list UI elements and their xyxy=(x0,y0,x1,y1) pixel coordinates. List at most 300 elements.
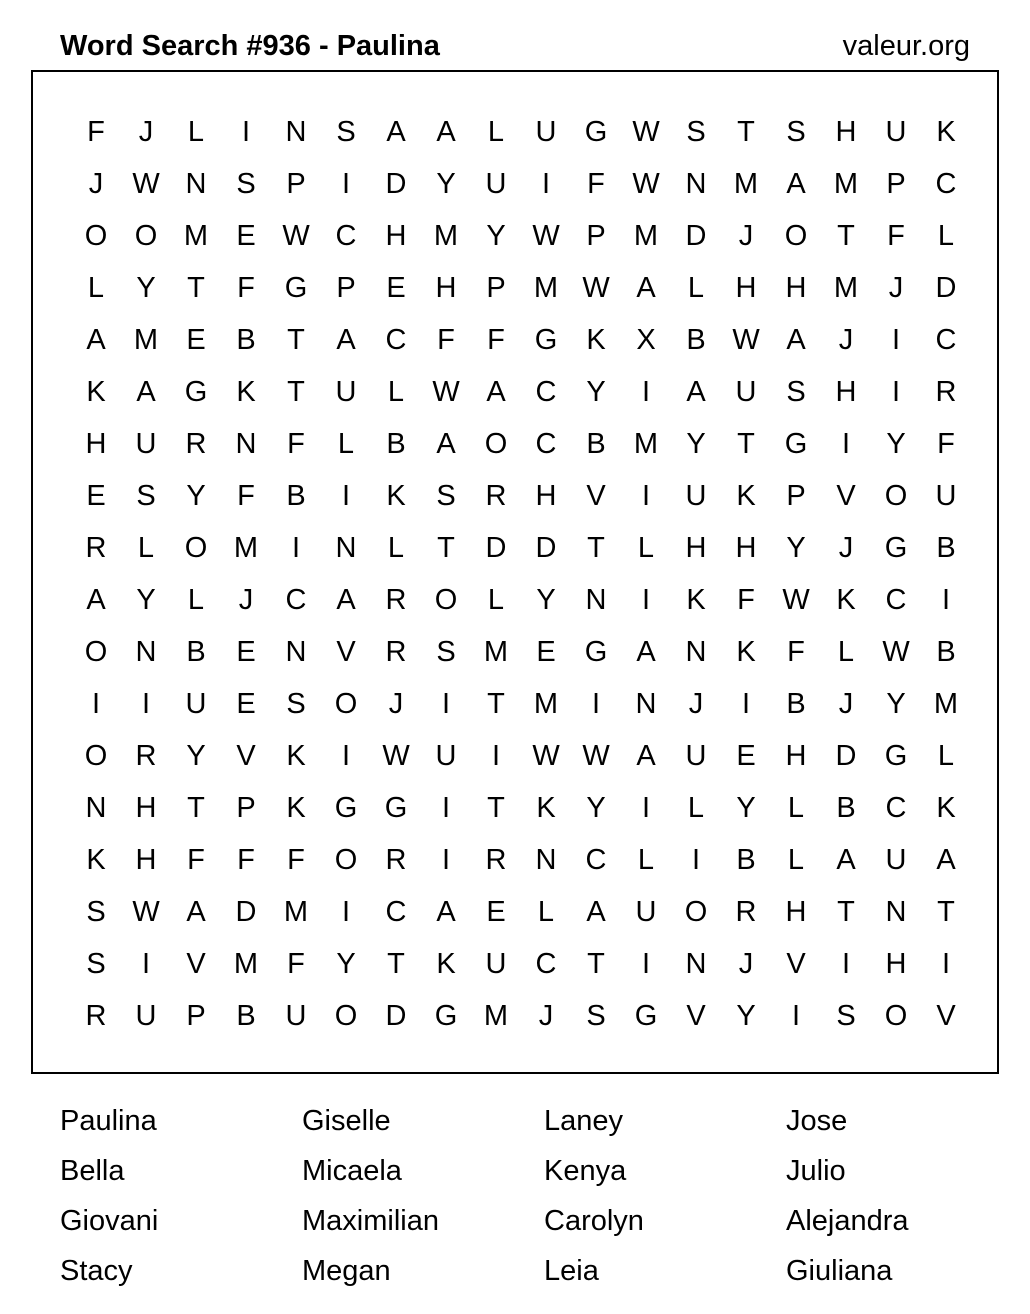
grid-cell[interactable]: Y xyxy=(736,792,756,824)
grid-cell[interactable]: V xyxy=(836,480,856,512)
grid-cell[interactable]: I xyxy=(791,1000,801,1032)
grid-cell[interactable]: M xyxy=(633,220,659,252)
grid-cell[interactable]: G xyxy=(584,636,608,668)
grid-cell[interactable]: I xyxy=(441,792,451,824)
grid-cell[interactable]: U xyxy=(335,376,357,408)
grid-cell[interactable]: G xyxy=(884,740,908,772)
grid-cell[interactable]: V xyxy=(336,636,356,668)
grid-cell[interactable]: A xyxy=(486,376,506,408)
grid-cell[interactable]: L xyxy=(187,116,205,148)
grid-cell[interactable]: A xyxy=(586,896,606,928)
grid-cell[interactable]: T xyxy=(487,688,505,720)
grid-cell[interactable]: H xyxy=(435,272,457,304)
grid-cell[interactable]: W xyxy=(132,896,160,928)
grid-cell[interactable]: V xyxy=(236,740,256,772)
grid-cell[interactable]: I xyxy=(291,532,301,564)
grid-cell[interactable]: F xyxy=(287,428,305,460)
grid-cell[interactable]: J xyxy=(688,688,704,720)
grid-cell[interactable]: W xyxy=(632,116,660,148)
grid-cell[interactable]: A xyxy=(786,168,806,200)
grid-cell[interactable]: I xyxy=(341,168,351,200)
grid-cell[interactable]: A xyxy=(636,636,656,668)
grid-cell[interactable]: I xyxy=(241,116,251,148)
grid-cell[interactable]: M xyxy=(433,220,459,252)
grid-cell[interactable]: T xyxy=(187,272,205,304)
grid-cell[interactable]: E xyxy=(386,272,406,304)
grid-cell[interactable]: I xyxy=(341,896,351,928)
grid-cell[interactable]: X xyxy=(636,324,656,356)
grid-cell[interactable]: L xyxy=(187,584,205,616)
grid-cell[interactable]: L xyxy=(787,844,805,876)
grid-cell[interactable]: N xyxy=(235,428,257,460)
grid-cell[interactable]: I xyxy=(691,844,701,876)
grid-cell[interactable]: F xyxy=(237,272,255,304)
grid-cell[interactable]: O xyxy=(884,480,908,512)
grid-cell[interactable]: T xyxy=(937,896,955,928)
grid-cell[interactable]: A xyxy=(86,324,106,356)
grid-cell[interactable]: D xyxy=(685,220,707,252)
grid-cell[interactable]: W xyxy=(882,636,910,668)
grid-cell[interactable]: I xyxy=(891,376,901,408)
grid-cell[interactable]: U xyxy=(885,116,907,148)
grid-cell[interactable]: J xyxy=(888,272,904,304)
grid-cell[interactable]: I xyxy=(591,688,601,720)
grid-cell[interactable]: F xyxy=(587,168,605,200)
grid-cell[interactable]: S xyxy=(836,1000,856,1032)
grid-cell[interactable]: R xyxy=(935,376,957,408)
grid-cell[interactable]: B xyxy=(236,324,256,356)
grid-cell[interactable]: S xyxy=(436,480,456,512)
grid-cell[interactable]: T xyxy=(587,948,605,980)
grid-cell[interactable]: B xyxy=(936,636,956,668)
grid-cell[interactable]: M xyxy=(233,948,259,980)
grid-cell[interactable]: I xyxy=(141,948,151,980)
grid-cell[interactable]: J xyxy=(838,688,854,720)
grid-cell[interactable]: G xyxy=(184,376,208,408)
grid-cell[interactable]: K xyxy=(836,584,856,616)
grid-cell[interactable]: R xyxy=(185,428,207,460)
grid-cell[interactable]: M xyxy=(483,636,509,668)
grid-cell[interactable]: I xyxy=(841,948,851,980)
grid-cell[interactable]: V xyxy=(786,948,806,980)
grid-cell[interactable]: T xyxy=(287,324,305,356)
grid-cell[interactable]: A xyxy=(636,272,656,304)
grid-cell[interactable]: F xyxy=(437,324,455,356)
grid-cell[interactable]: H xyxy=(735,532,757,564)
grid-cell[interactable]: N xyxy=(285,636,307,668)
grid-cell[interactable]: H xyxy=(785,272,807,304)
grid-cell[interactable]: O xyxy=(684,896,708,928)
grid-cell[interactable]: C xyxy=(385,896,407,928)
grid-cell[interactable]: I xyxy=(341,480,351,512)
grid-cell[interactable]: A xyxy=(786,324,806,356)
grid-cell[interactable]: S xyxy=(136,480,156,512)
grid-cell[interactable]: N xyxy=(85,792,107,824)
grid-cell[interactable]: N xyxy=(685,948,707,980)
grid-cell[interactable]: L xyxy=(487,584,505,616)
grid-cell[interactable]: B xyxy=(236,1000,256,1032)
grid-cell[interactable]: C xyxy=(885,792,907,824)
grid-cell[interactable]: K xyxy=(536,792,556,824)
grid-cell[interactable]: N xyxy=(685,636,707,668)
grid-cell[interactable]: Y xyxy=(786,532,806,564)
grid-cell[interactable]: T xyxy=(287,376,305,408)
grid-cell[interactable]: I xyxy=(841,428,851,460)
grid-cell[interactable]: J xyxy=(388,688,404,720)
grid-cell[interactable]: I xyxy=(641,792,651,824)
grid-cell[interactable]: F xyxy=(787,636,805,668)
grid-cell[interactable]: B xyxy=(286,480,306,512)
grid-cell[interactable]: M xyxy=(133,324,159,356)
grid-cell[interactable]: D xyxy=(385,168,407,200)
grid-cell[interactable]: L xyxy=(637,844,655,876)
grid-cell[interactable]: V xyxy=(936,1000,956,1032)
grid-cell[interactable]: S xyxy=(286,688,306,720)
grid-cell[interactable]: S xyxy=(86,948,106,980)
grid-cell[interactable]: S xyxy=(686,116,706,148)
grid-cell[interactable]: W xyxy=(132,168,160,200)
grid-cell[interactable]: V xyxy=(586,480,606,512)
grid-cell[interactable]: H xyxy=(735,272,757,304)
grid-cell[interactable]: E xyxy=(186,324,206,356)
grid-cell[interactable]: A xyxy=(186,896,206,928)
grid-cell[interactable]: E xyxy=(236,220,256,252)
grid-cell[interactable]: N xyxy=(285,116,307,148)
grid-cell[interactable]: A xyxy=(136,376,156,408)
grid-cell[interactable]: K xyxy=(686,584,706,616)
grid-cell[interactable]: I xyxy=(91,688,101,720)
grid-cell[interactable]: L xyxy=(387,376,405,408)
grid-cell[interactable]: L xyxy=(937,740,955,772)
grid-cell[interactable]: G xyxy=(634,1000,658,1032)
grid-cell[interactable]: L xyxy=(937,220,955,252)
grid-cell[interactable]: Y xyxy=(586,792,606,824)
grid-cell[interactable]: A xyxy=(86,584,106,616)
grid-cell[interactable]: F xyxy=(187,844,205,876)
grid-cell[interactable]: F xyxy=(937,428,955,460)
grid-cell[interactable]: H xyxy=(885,948,907,980)
grid-cell[interactable]: E xyxy=(236,636,256,668)
grid-cell[interactable]: J xyxy=(538,1000,554,1032)
grid-cell[interactable]: R xyxy=(135,740,157,772)
grid-cell[interactable]: I xyxy=(641,948,651,980)
grid-cell[interactable]: Y xyxy=(136,272,156,304)
grid-cell[interactable]: G xyxy=(284,272,308,304)
grid-cell[interactable]: O xyxy=(434,584,458,616)
grid-cell[interactable]: Y xyxy=(336,948,356,980)
grid-cell[interactable]: L xyxy=(787,792,805,824)
grid-cell[interactable]: T xyxy=(387,948,405,980)
grid-cell[interactable]: B xyxy=(836,792,856,824)
grid-cell[interactable]: H xyxy=(785,896,807,928)
grid-cell[interactable]: M xyxy=(933,688,959,720)
grid-cell[interactable]: J xyxy=(138,116,154,148)
grid-cell[interactable]: U xyxy=(485,948,507,980)
grid-cell[interactable]: M xyxy=(733,168,759,200)
grid-cell[interactable]: P xyxy=(336,272,356,304)
grid-cell[interactable]: A xyxy=(336,584,356,616)
grid-cell[interactable]: H xyxy=(685,532,707,564)
grid-cell[interactable]: B xyxy=(186,636,206,668)
grid-cell[interactable]: N xyxy=(535,844,557,876)
grid-cell[interactable]: M xyxy=(533,688,559,720)
grid-cell[interactable]: F xyxy=(737,584,755,616)
grid-cell[interactable]: B xyxy=(786,688,806,720)
grid-cell[interactable]: W xyxy=(532,740,560,772)
grid-cell[interactable]: A xyxy=(636,740,656,772)
grid-cell[interactable]: C xyxy=(535,428,557,460)
grid-cell[interactable]: K xyxy=(286,740,306,772)
grid-cell[interactable]: R xyxy=(85,1000,107,1032)
grid-cell[interactable]: R xyxy=(85,532,107,564)
grid-cell[interactable]: H xyxy=(135,844,157,876)
grid-cell[interactable]: O xyxy=(84,220,108,252)
grid-cell[interactable]: B xyxy=(586,428,606,460)
grid-cell[interactable]: C xyxy=(385,324,407,356)
grid-cell[interactable]: K xyxy=(936,116,956,148)
grid-cell[interactable]: W xyxy=(632,168,660,200)
grid-cell[interactable]: K xyxy=(936,792,956,824)
grid-cell[interactable]: L xyxy=(687,792,705,824)
grid-cell[interactable]: I xyxy=(541,168,551,200)
grid-cell[interactable]: I xyxy=(741,688,751,720)
grid-cell[interactable]: T xyxy=(837,896,855,928)
grid-cell[interactable]: N xyxy=(885,896,907,928)
grid-cell[interactable]: P xyxy=(236,792,256,824)
grid-cell[interactable]: N xyxy=(135,636,157,668)
grid-cell[interactable]: W xyxy=(582,740,610,772)
grid-cell[interactable]: C xyxy=(935,168,957,200)
grid-cell[interactable]: W xyxy=(282,220,310,252)
grid-cell[interactable]: C xyxy=(885,584,907,616)
grid-cell[interactable]: M xyxy=(533,272,559,304)
grid-cell[interactable]: W xyxy=(382,740,410,772)
grid-cell[interactable]: B xyxy=(386,428,406,460)
grid-cell[interactable]: O xyxy=(134,220,158,252)
grid-cell[interactable]: S xyxy=(86,896,106,928)
grid-cell[interactable]: E xyxy=(236,688,256,720)
grid-cell[interactable]: E xyxy=(86,480,106,512)
grid-cell[interactable]: L xyxy=(87,272,105,304)
grid-cell[interactable]: I xyxy=(141,688,151,720)
grid-cell[interactable]: S xyxy=(586,1000,606,1032)
grid-cell[interactable]: Y xyxy=(186,480,206,512)
grid-cell[interactable]: O xyxy=(884,1000,908,1032)
grid-cell[interactable]: D xyxy=(235,896,257,928)
grid-cell[interactable]: O xyxy=(184,532,208,564)
grid-cell[interactable]: T xyxy=(737,116,755,148)
grid-cell[interactable]: W xyxy=(432,376,460,408)
grid-cell[interactable]: J xyxy=(838,324,854,356)
grid-cell[interactable]: M xyxy=(833,272,859,304)
grid-cell[interactable]: R xyxy=(485,844,507,876)
grid-cell[interactable]: P xyxy=(786,480,806,512)
grid-cell[interactable]: G xyxy=(534,324,558,356)
grid-cell[interactable]: F xyxy=(287,948,305,980)
grid-cell[interactable]: I xyxy=(891,324,901,356)
grid-cell[interactable]: S xyxy=(436,636,456,668)
grid-cell[interactable]: L xyxy=(487,116,505,148)
grid-cell[interactable]: K xyxy=(736,480,756,512)
grid-cell[interactable]: S xyxy=(336,116,356,148)
grid-cell[interactable]: S xyxy=(236,168,256,200)
grid-cell[interactable]: U xyxy=(135,428,157,460)
grid-cell[interactable]: I xyxy=(941,948,951,980)
grid-cell[interactable]: A xyxy=(336,324,356,356)
grid-cell[interactable]: P xyxy=(886,168,906,200)
grid-cell[interactable]: E xyxy=(536,636,556,668)
grid-cell[interactable]: M xyxy=(833,168,859,200)
grid-cell[interactable]: M xyxy=(283,896,309,928)
grid-cell[interactable]: G xyxy=(784,428,808,460)
grid-cell[interactable]: A xyxy=(936,844,956,876)
grid-cell[interactable]: L xyxy=(387,532,405,564)
grid-cell[interactable]: Y xyxy=(136,584,156,616)
grid-cell[interactable]: D xyxy=(935,272,957,304)
grid-cell[interactable]: D xyxy=(535,532,557,564)
grid-cell[interactable]: Y xyxy=(586,376,606,408)
grid-cell[interactable]: Y xyxy=(436,168,456,200)
grid-cell[interactable]: U xyxy=(685,740,707,772)
grid-cell[interactable]: M xyxy=(483,1000,509,1032)
grid-cell[interactable]: A xyxy=(436,116,456,148)
grid-cell[interactable]: H xyxy=(85,428,107,460)
grid-cell[interactable]: H xyxy=(835,116,857,148)
grid-cell[interactable]: U xyxy=(135,1000,157,1032)
grid-cell[interactable]: N xyxy=(685,168,707,200)
grid-cell[interactable]: M xyxy=(233,532,259,564)
grid-cell[interactable]: K xyxy=(286,792,306,824)
grid-cell[interactable]: M xyxy=(183,220,209,252)
grid-cell[interactable]: K xyxy=(586,324,606,356)
grid-cell[interactable]: J xyxy=(738,948,754,980)
grid-cell[interactable]: J xyxy=(88,168,104,200)
grid-cell[interactable]: W xyxy=(782,584,810,616)
grid-cell[interactable]: A xyxy=(836,844,856,876)
grid-cell[interactable]: K xyxy=(86,376,106,408)
grid-cell[interactable]: B xyxy=(686,324,706,356)
grid-cell[interactable]: N xyxy=(585,584,607,616)
grid-cell[interactable]: W xyxy=(532,220,560,252)
grid-cell[interactable]: E xyxy=(736,740,756,772)
grid-cell[interactable]: F xyxy=(487,324,505,356)
grid-cell[interactable]: L xyxy=(537,896,555,928)
grid-cell[interactable]: G xyxy=(584,116,608,148)
grid-cell[interactable]: F xyxy=(237,480,255,512)
grid-cell[interactable]: W xyxy=(732,324,760,356)
grid-cell[interactable]: N xyxy=(185,168,207,200)
grid-cell[interactable]: D xyxy=(485,532,507,564)
grid-cell[interactable]: Y xyxy=(186,740,206,772)
grid-cell[interactable]: O xyxy=(334,1000,358,1032)
grid-cell[interactable]: L xyxy=(337,428,355,460)
grid-cell[interactable]: K xyxy=(386,480,406,512)
grid-cell[interactable]: Y xyxy=(486,220,506,252)
grid-cell[interactable]: R xyxy=(735,896,757,928)
grid-cell[interactable]: I xyxy=(491,740,501,772)
grid-cell[interactable]: A xyxy=(386,116,406,148)
grid-cell[interactable]: K xyxy=(436,948,456,980)
grid-cell[interactable]: T xyxy=(187,792,205,824)
grid-cell[interactable]: O xyxy=(484,428,508,460)
grid-cell[interactable]: R xyxy=(385,584,407,616)
grid-cell[interactable]: V xyxy=(186,948,206,980)
grid-cell[interactable]: T xyxy=(437,532,455,564)
grid-cell[interactable]: U xyxy=(635,896,657,928)
grid-cell[interactable]: H xyxy=(535,480,557,512)
grid-cell[interactable]: F xyxy=(287,844,305,876)
grid-cell[interactable]: H xyxy=(385,220,407,252)
grid-cell[interactable]: G xyxy=(384,792,408,824)
grid-cell[interactable]: H xyxy=(835,376,857,408)
grid-cell[interactable]: K xyxy=(736,636,756,668)
grid-cell[interactable]: G xyxy=(334,792,358,824)
grid-cell[interactable]: O xyxy=(334,688,358,720)
grid-cell[interactable]: U xyxy=(935,480,957,512)
grid-cell[interactable]: H xyxy=(135,792,157,824)
grid-cell[interactable]: F xyxy=(887,220,905,252)
grid-cell[interactable]: L xyxy=(837,636,855,668)
grid-cell[interactable]: L xyxy=(637,532,655,564)
grid-cell[interactable]: C xyxy=(535,948,557,980)
grid-cell[interactable]: G xyxy=(434,1000,458,1032)
grid-cell[interactable]: G xyxy=(884,532,908,564)
grid-cell[interactable]: A xyxy=(686,376,706,408)
grid-cell[interactable]: O xyxy=(334,844,358,876)
grid-cell[interactable]: K xyxy=(236,376,256,408)
grid-cell[interactable]: J xyxy=(838,532,854,564)
grid-cell[interactable]: O xyxy=(784,220,808,252)
grid-cell[interactable]: I xyxy=(441,688,451,720)
grid-cell[interactable]: I xyxy=(441,844,451,876)
grid-cell[interactable]: J xyxy=(738,220,754,252)
grid-cell[interactable]: U xyxy=(885,844,907,876)
grid-cell[interactable]: F xyxy=(237,844,255,876)
grid-cell[interactable]: N xyxy=(635,688,657,720)
grid-cell[interactable]: I xyxy=(341,740,351,772)
grid-cell[interactable]: U xyxy=(285,1000,307,1032)
grid-cell[interactable]: P xyxy=(186,1000,206,1032)
grid-cell[interactable]: H xyxy=(785,740,807,772)
grid-cell[interactable]: I xyxy=(941,584,951,616)
grid-cell[interactable]: U xyxy=(535,116,557,148)
grid-cell[interactable]: C xyxy=(935,324,957,356)
grid-cell[interactable]: W xyxy=(582,272,610,304)
grid-cell[interactable]: Y xyxy=(736,1000,756,1032)
grid-cell[interactable]: S xyxy=(786,116,806,148)
grid-cell[interactable]: K xyxy=(86,844,106,876)
grid-cell[interactable]: V xyxy=(686,1000,706,1032)
grid-cell[interactable]: P xyxy=(586,220,606,252)
grid-cell[interactable]: U xyxy=(435,740,457,772)
grid-cell[interactable]: U xyxy=(685,480,707,512)
grid-cell[interactable]: I xyxy=(641,376,651,408)
grid-cell[interactable]: R xyxy=(485,480,507,512)
grid-cell[interactable]: B xyxy=(936,532,956,564)
grid-cell[interactable]: C xyxy=(335,220,357,252)
grid-cell[interactable]: I xyxy=(641,584,651,616)
grid-cell[interactable]: Y xyxy=(686,428,706,460)
grid-cell[interactable]: R xyxy=(385,636,407,668)
grid-cell[interactable]: D xyxy=(835,740,857,772)
grid-cell[interactable]: O xyxy=(84,740,108,772)
grid-cell[interactable]: A xyxy=(436,428,456,460)
grid-cell[interactable]: B xyxy=(736,844,756,876)
grid-cell[interactable]: P xyxy=(286,168,306,200)
grid-cell[interactable]: F xyxy=(87,116,105,148)
grid-cell[interactable]: T xyxy=(487,792,505,824)
grid-cell[interactable]: J xyxy=(238,584,254,616)
